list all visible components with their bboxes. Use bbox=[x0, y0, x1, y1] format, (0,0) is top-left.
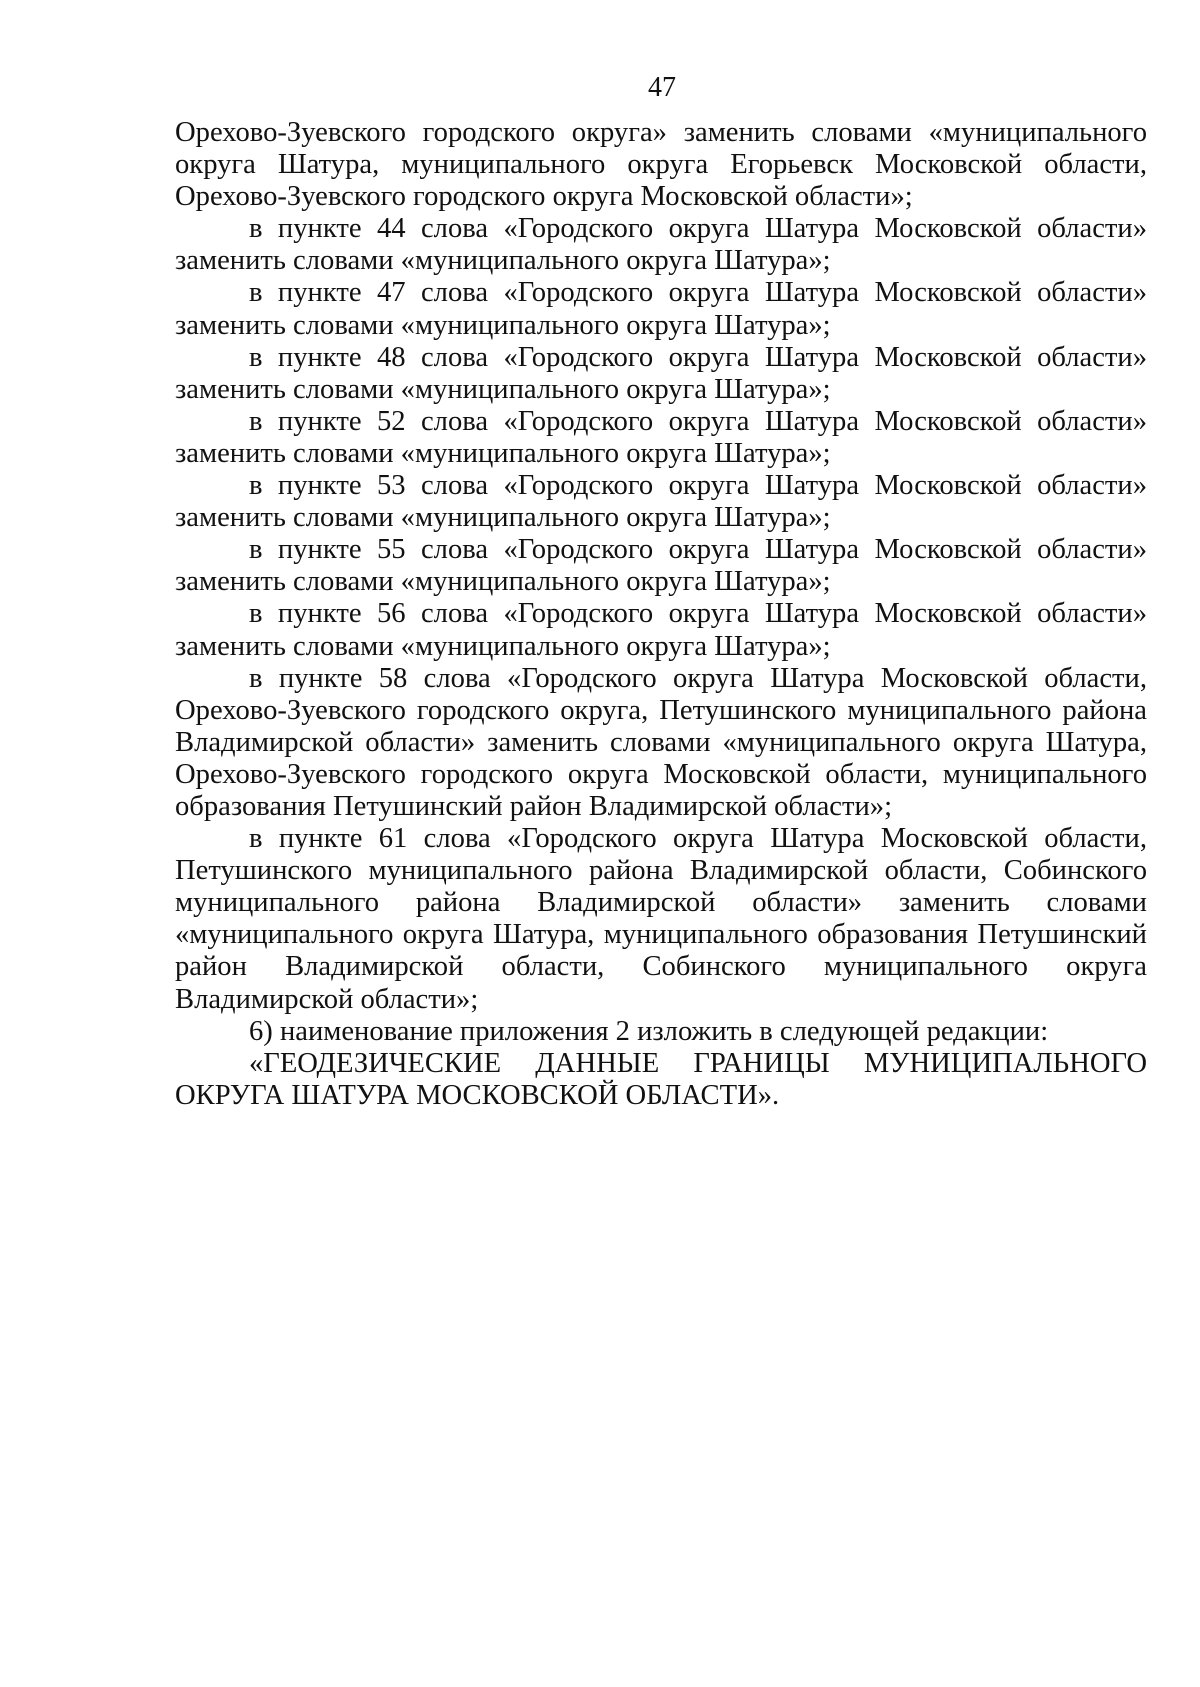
paragraph-continuation: Орехово-Зуевского городского округа» заменить словами «муниципального округа Шатура, муниципального округа Егорьевск Московской области, Орехово-Зуевского городского округа Московской области»; bbox=[175, 117, 1147, 213]
paragraph-item-48: в пункте 48 слова «Городского округа Шатура Московской области» заменить словами «муниципального округа Шатура»; bbox=[175, 341, 1147, 405]
page-number: 47 bbox=[648, 72, 676, 103]
paragraph-item-52: в пункте 52 слова «Городского округа Шатура Московской области» заменить словами «муниципального округа Шатура»; bbox=[175, 405, 1147, 469]
paragraph-item-61: в пункте 61 слова «Городского округа Шатура Московской области, Петушинского муниципального района Владимирской области, Собинского муниципального района Владимирской области» заменить словами «муниципального округа Шатура, муниципального образования Петушинский район Владимирской области, Собинского муниципального округа Владимирской области»; bbox=[175, 823, 1147, 1015]
paragraph-appendix-title: «ГЕОДЕЗИЧЕСКИЕ ДАННЫЕ ГРАНИЦЫ МУНИЦИПАЛЬНОГО ОКРУГА ШАТУРА МОСКОВСКОЙ ОБЛАСТИ». bbox=[175, 1047, 1147, 1111]
document-body bbox=[175, 117, 1147, 1112]
paragraph-item-44: в пункте 44 слова «Городского округа Шатура Московской области» заменить словами «муниципального округа Шатура»; bbox=[175, 213, 1147, 277]
paragraph-item-53: в пункте 53 слова «Городского округа Шатура Московской области» заменить словами «муниципального округа Шатура»; bbox=[175, 470, 1147, 534]
paragraph-item-47: в пункте 47 слова «Городского округа Шатура Московской области» заменить словами «муниципального округа Шатура»; bbox=[175, 277, 1147, 341]
paragraph-item-55: в пункте 55 слова «Городского округа Шатура Московской области» заменить словами «муниципального округа Шатура»; bbox=[175, 534, 1147, 598]
paragraph-item-56: в пункте 56 слова «Городского округа Шатура Московской области» заменить словами «муниципального округа Шатура»; bbox=[175, 598, 1147, 662]
paragraph-subsection-6: 6) наименование приложения 2 изложить в следующей редакции: bbox=[249, 1015, 1049, 1047]
paragraph-item-58: в пункте 58 слова «Городского округа Шатура Московской области, Орехово-Зуевского городского округа, Петушинского муниципального района Владимирской области» заменить словами «муниципального округа Шатура, Орехово-Зуевского городского округа Московской области, муниципального образования Петушинский район Владимирской области»; bbox=[175, 662, 1147, 822]
